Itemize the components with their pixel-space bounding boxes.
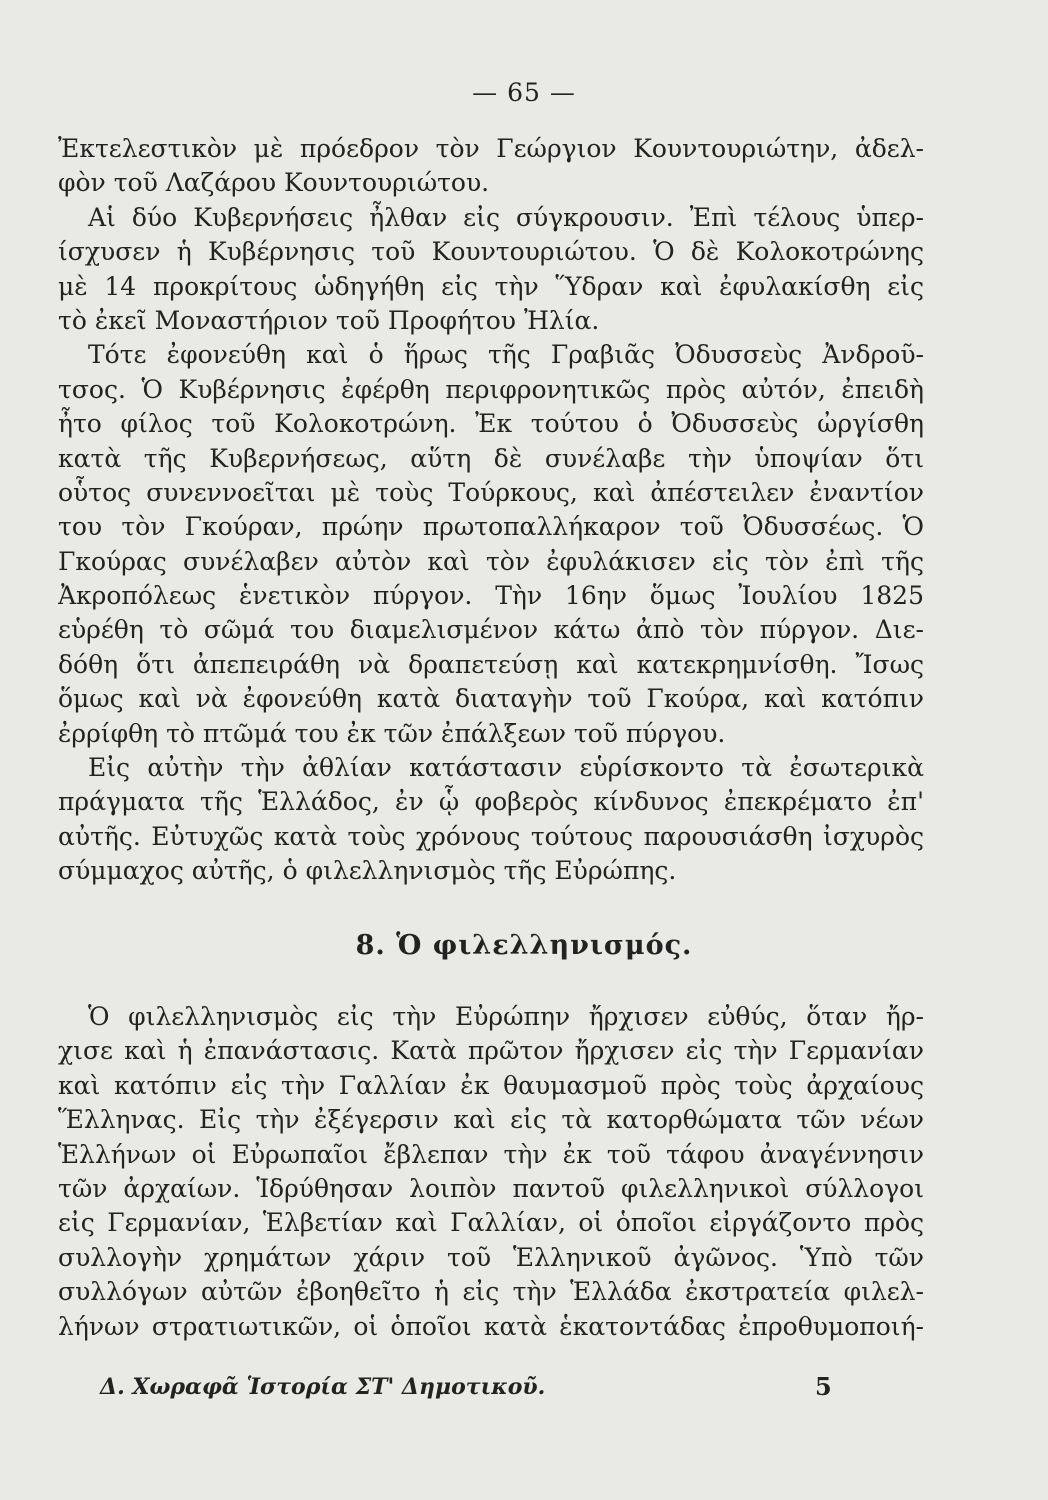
text-line: Εἰς αὐτὴν τὴν ἀθλίαν κατάστασιν εὑρίσκοντο τὰ ἐσωτερικὰ	[88, 753, 924, 783]
text-line: λήνων στρατιωτικῶν, οἱ ὁποῖοι κατὰ ἑκατοντάδας ἐπροθυμοποιή-	[58, 1311, 924, 1341]
text-line: σύμμαχος αὐτῆς, ὁ φιλελληνισμὸς τῆς Εὐρώπης.	[58, 856, 677, 886]
footer-book-title: Δ. Χωραφᾶ Ἱστορία ΣΤ' Δημοτικοῦ.	[100, 1374, 546, 1400]
text-line: Ἀκροπόλεως ἑνετικὸν πύργον. Τὴν 16ην ὅμως Ἰουλίου 1825	[58, 581, 924, 611]
text-line: ἦτο φίλος τοῦ Κολοκοτρώνη. Ἐκ τούτου ὁ Ὀδυσσεὺς ὠργίσθη	[58, 409, 924, 439]
body-text-top	[58, 132, 924, 889]
page-number: — 65 —	[472, 78, 576, 107]
text-line: Τότε ἐφονεύθη καὶ ὁ ἥρως τῆς Γραβιᾶς Ὀδυσσεὺς Ἀνδροῦ-	[88, 340, 924, 370]
section-heading: 8. Ὁ φιλελληνισμός.	[355, 930, 693, 961]
text-line: Ὁ φιλελληνισμὸς εἰς τὴν Εὐρώπην ἤρχισεν εὐθύς, ὅταν ἤρ-	[88, 1002, 924, 1031]
text-line: εἰς Γερμανίαν, Ἑλβετίαν καὶ Γαλλίαν, οἱ ὁποῖοι εἰργάζοντο πρὸς	[58, 1208, 924, 1238]
text-line: αὐτῆς. Εὐτυχῶς κατὰ τοὺς χρόνους τούτους παρουσιάσθη ἰσχυρὸς	[58, 821, 924, 851]
text-line: Ἐκτελεστικὸν μὲ πρόεδρον τὸν Γεώργιον Κουντουριώτην, ἀδελ-	[58, 134, 924, 163]
text-line: Γκούρας συνέλαβεν αὐτὸν καὶ τὸν ἐφυλάκισεν εἰς τὸν ἐπὶ τῆς	[58, 546, 924, 576]
footer-signature-mark: 5	[815, 1372, 832, 1401]
text-line: Ἑλλήνων οἱ Εὐρωπαῖοι ἔβλεπαν τὴν ἐκ τοῦ τάφου ἀναγέννησιν	[58, 1139, 924, 1169]
text-line: συλλόγων αὐτῶν ἐβοηθεῖτο ἡ εἰς τὴν Ἑλλάδα ἐκστρατεία φιλελ-	[58, 1277, 924, 1307]
text-line: ὅμως καὶ νὰ ἐφονεύθη κατὰ διαταγὴν τοῦ Γκούρα, καὶ κατόπιν	[58, 684, 924, 714]
text-line: μὲ 14 προκρίτους ὡδηγήθη εἰς τὴν Ὕδραν καὶ ἐφυλακίσθη εἰς	[58, 271, 924, 301]
text-line: οὗτος συνεννοεῖται μὲ τοὺς Τούρκους, καὶ ἀπέστειλεν ἐναντίον	[58, 477, 924, 507]
text-line: κατὰ τῆς Κυβερνήσεως, αὕτη δὲ συνέλαβε τὴν ὑποψίαν ὅτι	[58, 443, 924, 473]
text-line: ίσχυσεν ἡ Κυβέρνησις τοῦ Κουντουριώτου. Ὁ δὲ Κολοκοτρώνης	[58, 237, 924, 267]
text-line: τὸ ἐκεῖ Μοναστήριον τοῦ Προφήτου Ἠλία.	[58, 305, 600, 335]
text-line: ἐρρίφθη τὸ πτῶμά του ἐκ τῶν ἐπάλξεων τοῦ πύργου.	[58, 718, 726, 748]
text-line: Ἕλληνας. Εἰς τὴν ἐξέγερσιν καὶ εἰς τὰ κατορθώματα τῶν νέων	[58, 1105, 924, 1135]
text-line: φὸν τοῦ Λαζάρου Κουντουριώτου.	[58, 168, 490, 198]
text-line: καὶ κατόπιν εἰς τὴν Γαλλίαν ἐκ θαυμασμοῦ πρὸς τοὺς ἀρχαίους	[58, 1070, 924, 1100]
body-text-bottom	[58, 1000, 924, 1344]
text-line: εὑρέθη τὸ σῶμά του διαμελισμένον κάτω ἀπὸ τὸν πύργον. Διε-	[58, 615, 924, 645]
text-line: του τὸν Γκούραν, πρώην πρωτοπαλλήκαρον τοῦ Ὀδυσσέως. Ὁ	[58, 512, 924, 542]
text-line: συλλογὴν χρημάτων χάριν τοῦ Ἑλληνικοῦ ἀγῶνος. Ὑπὸ τῶν	[58, 1242, 924, 1272]
text-line: τσος. Ὁ Κυβέρνησις ἐφέρθη περιφρονητικῶς πρὸς αὐτόν, ἐπειδὴ	[58, 374, 924, 404]
text-line: πράγματα τῆς Ἑλλάδος, ἐν ᾧ φοβερὸς κίνδυνος ἐπεκρέματο ἐπ'	[58, 787, 924, 817]
text-line: Αἱ δύο Κυβερνήσεις ἦλθαν εἰς σύγκρουσιν. Ἐπὶ τέλους ὑπερ-	[88, 202, 924, 232]
text-line: τῶν ἀρχαίων. Ἱδρύθησαν λοιπὸν παντοῦ φιλελληνικοὶ σύλλογοι	[58, 1173, 924, 1203]
text-line: χισε καὶ ἡ ἐπανάστασις. Κατὰ πρῶτον ἤρχισεν εἰς τὴν Γερμανίαν	[58, 1036, 924, 1066]
text-line: δόθη ὅτι ἀπεπειράθη νὰ δραπετεύσῃ καὶ κατεκρημνίσθη. Ἴσως	[58, 649, 924, 679]
